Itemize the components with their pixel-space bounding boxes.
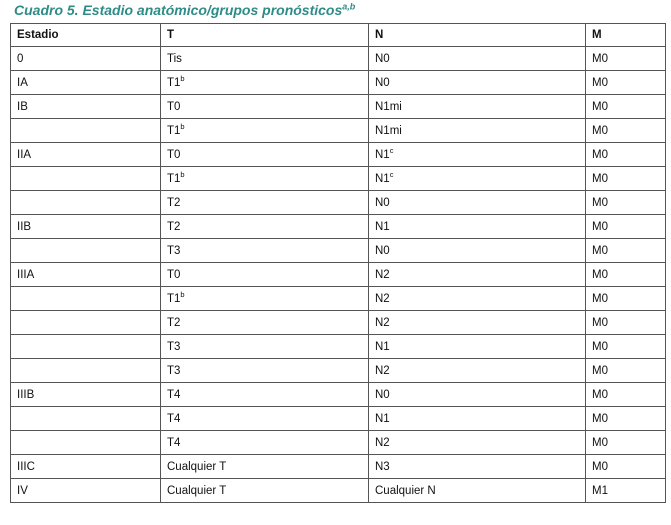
cell-text: M0 xyxy=(592,124,608,137)
cell-text: M0 xyxy=(592,292,608,305)
cell-t xyxy=(161,311,369,335)
cell-n xyxy=(369,167,586,191)
cell-text: T1 xyxy=(167,124,181,137)
cell-t xyxy=(161,167,369,191)
cell-text: N2 xyxy=(375,292,390,305)
cell-estadio xyxy=(11,383,161,407)
cell-estadio xyxy=(11,47,161,71)
cell-m xyxy=(586,479,666,503)
cell-text: IA xyxy=(17,76,28,89)
cell-text: IIB xyxy=(17,220,32,233)
cell-m xyxy=(586,71,666,95)
cell-t xyxy=(161,287,369,311)
cell-text: M1 xyxy=(592,484,608,497)
cell-text: M0 xyxy=(592,364,608,377)
cell-text: Cualquier T xyxy=(167,484,227,497)
cell-estadio xyxy=(11,455,161,479)
cell-text: T2 xyxy=(167,316,181,329)
cell-text: N0 xyxy=(375,388,390,401)
cell-text: N1mi xyxy=(375,100,402,113)
cell-t xyxy=(161,407,369,431)
cell-n xyxy=(369,191,586,215)
cell-t xyxy=(161,47,369,71)
cell-estadio xyxy=(11,311,161,335)
cell-text: M0 xyxy=(592,220,608,233)
table-row xyxy=(11,479,666,503)
cell-estadio xyxy=(11,287,161,311)
cell-m xyxy=(586,287,666,311)
cell-estadio xyxy=(11,143,161,167)
cell-text: M0 xyxy=(592,100,608,113)
cell-text: N2 xyxy=(375,316,390,329)
cell-n xyxy=(369,431,586,455)
header-n: N xyxy=(369,24,586,47)
cell-superscript: b xyxy=(180,169,185,179)
cell-text: N2 xyxy=(375,364,390,377)
cell-t xyxy=(161,119,369,143)
cell-estadio xyxy=(11,479,161,503)
cell-t xyxy=(161,143,369,167)
cell-m xyxy=(586,239,666,263)
cell-text: N2 xyxy=(375,436,390,449)
cell-text: IIIB xyxy=(17,388,35,401)
cell-text: 0 xyxy=(17,52,24,65)
cell-text: N2 xyxy=(375,268,390,281)
table-body xyxy=(11,47,666,503)
cell-n xyxy=(369,239,586,263)
cell-n xyxy=(369,95,586,119)
cell-t xyxy=(161,239,369,263)
cell-text: IIA xyxy=(17,148,32,161)
table-row xyxy=(11,359,666,383)
cell-text: T4 xyxy=(167,412,181,425)
table-caption xyxy=(14,2,355,18)
cell-text: T2 xyxy=(167,220,181,233)
cell-text: M0 xyxy=(592,76,608,89)
cell-m xyxy=(586,383,666,407)
table-row xyxy=(11,119,666,143)
header-row xyxy=(11,24,666,47)
cell-m xyxy=(586,95,666,119)
table-row xyxy=(11,431,666,455)
cell-text: M0 xyxy=(592,244,608,257)
cell-superscript: b xyxy=(180,73,185,83)
table-row xyxy=(11,407,666,431)
cell-estadio xyxy=(11,95,161,119)
table-row xyxy=(11,239,666,263)
cell-text: N1 xyxy=(375,412,390,425)
cell-text: N1mi xyxy=(375,124,402,137)
cell-text: M0 xyxy=(592,460,608,473)
cell-text: T1 xyxy=(167,172,181,185)
cell-estadio xyxy=(11,359,161,383)
cell-superscript: c xyxy=(389,145,394,155)
cell-n xyxy=(369,287,586,311)
cell-text: IB xyxy=(17,100,28,113)
cell-t xyxy=(161,383,369,407)
cell-m xyxy=(586,359,666,383)
cell-m xyxy=(586,455,666,479)
cell-m xyxy=(586,263,666,287)
table-row xyxy=(11,311,666,335)
cell-text: M0 xyxy=(592,436,608,449)
table-row xyxy=(11,191,666,215)
cell-n xyxy=(369,335,586,359)
cell-text: IIIC xyxy=(17,460,35,473)
cell-n xyxy=(369,215,586,239)
cell-estadio xyxy=(11,335,161,359)
cell-estadio xyxy=(11,191,161,215)
cell-text: N1 xyxy=(375,148,390,161)
cell-text: T2 xyxy=(167,196,181,209)
cell-t xyxy=(161,479,369,503)
cell-t xyxy=(161,95,369,119)
cell-estadio xyxy=(11,263,161,287)
cell-text: M0 xyxy=(592,196,608,209)
cell-m xyxy=(586,335,666,359)
table-row xyxy=(11,95,666,119)
cell-t xyxy=(161,263,369,287)
cell-text: T1 xyxy=(167,76,181,89)
cell-estadio xyxy=(11,71,161,95)
table-row xyxy=(11,287,666,311)
cell-m xyxy=(586,191,666,215)
caption-superscript: a,b xyxy=(342,1,356,12)
cell-t xyxy=(161,359,369,383)
cell-superscript: b xyxy=(180,121,185,131)
cell-text: M0 xyxy=(592,388,608,401)
cell-text: M0 xyxy=(592,52,608,65)
cell-n xyxy=(369,119,586,143)
cell-text: Tis xyxy=(167,52,182,65)
cell-estadio xyxy=(11,119,161,143)
cell-text: N0 xyxy=(375,196,390,209)
table-row xyxy=(11,455,666,479)
cell-t xyxy=(161,215,369,239)
cell-text: M0 xyxy=(592,412,608,425)
cell-n xyxy=(369,455,586,479)
cell-text: M0 xyxy=(592,316,608,329)
cell-estadio xyxy=(11,407,161,431)
cell-estadio xyxy=(11,215,161,239)
cell-n xyxy=(369,143,586,167)
cell-m xyxy=(586,311,666,335)
cell-text: T0 xyxy=(167,148,181,161)
cell-superscript: b xyxy=(180,289,185,299)
cell-text: T4 xyxy=(167,388,181,401)
cell-text: M0 xyxy=(592,148,608,161)
table-row xyxy=(11,167,666,191)
table-row xyxy=(11,383,666,407)
table-row xyxy=(11,143,666,167)
cell-text: M0 xyxy=(592,340,608,353)
cell-text: IIIA xyxy=(17,268,35,281)
table-row xyxy=(11,71,666,95)
cell-m xyxy=(586,215,666,239)
cell-text: T1 xyxy=(167,292,181,305)
header-m: M xyxy=(586,24,666,47)
cell-estadio xyxy=(11,239,161,263)
cell-n xyxy=(369,263,586,287)
header-estadio: Estadio xyxy=(11,24,161,47)
cell-m xyxy=(586,407,666,431)
cell-n xyxy=(369,383,586,407)
staging-table xyxy=(10,23,666,503)
cell-n xyxy=(369,407,586,431)
cell-t xyxy=(161,335,369,359)
cell-text: M0 xyxy=(592,172,608,185)
cell-text: M0 xyxy=(592,268,608,281)
cell-text: T3 xyxy=(167,340,181,353)
cell-m xyxy=(586,47,666,71)
cell-text: Cualquier N xyxy=(375,484,436,497)
cell-n xyxy=(369,359,586,383)
cell-t xyxy=(161,191,369,215)
table-row xyxy=(11,215,666,239)
table-row xyxy=(11,263,666,287)
cell-estadio xyxy=(11,167,161,191)
table-row xyxy=(11,335,666,359)
cell-text: T4 xyxy=(167,436,181,449)
caption-text: Cuadro 5. Estadio anatómico/grupos pronósticos xyxy=(14,2,343,18)
cell-text: T0 xyxy=(167,100,181,113)
cell-text: N1 xyxy=(375,220,390,233)
cell-text: N0 xyxy=(375,52,390,65)
cell-n xyxy=(369,311,586,335)
cell-text: T0 xyxy=(167,268,181,281)
cell-m xyxy=(586,431,666,455)
cell-n xyxy=(369,47,586,71)
header-t: T xyxy=(161,24,369,47)
cell-text: N3 xyxy=(375,460,390,473)
cell-text: N1 xyxy=(375,340,390,353)
table-row xyxy=(11,47,666,71)
cell-text: IV xyxy=(17,484,28,497)
cell-text: T3 xyxy=(167,364,181,377)
cell-text: N0 xyxy=(375,244,390,257)
cell-text: N0 xyxy=(375,76,390,89)
cell-m xyxy=(586,143,666,167)
cell-m xyxy=(586,167,666,191)
cell-t xyxy=(161,431,369,455)
cell-n xyxy=(369,71,586,95)
cell-n xyxy=(369,479,586,503)
cell-estadio xyxy=(11,431,161,455)
cell-t xyxy=(161,71,369,95)
cell-text: N1 xyxy=(375,172,390,185)
cell-text: T3 xyxy=(167,244,181,257)
cell-m xyxy=(586,119,666,143)
cell-t xyxy=(161,455,369,479)
cell-superscript: c xyxy=(389,169,394,179)
cell-text: Cualquier T xyxy=(167,460,227,473)
